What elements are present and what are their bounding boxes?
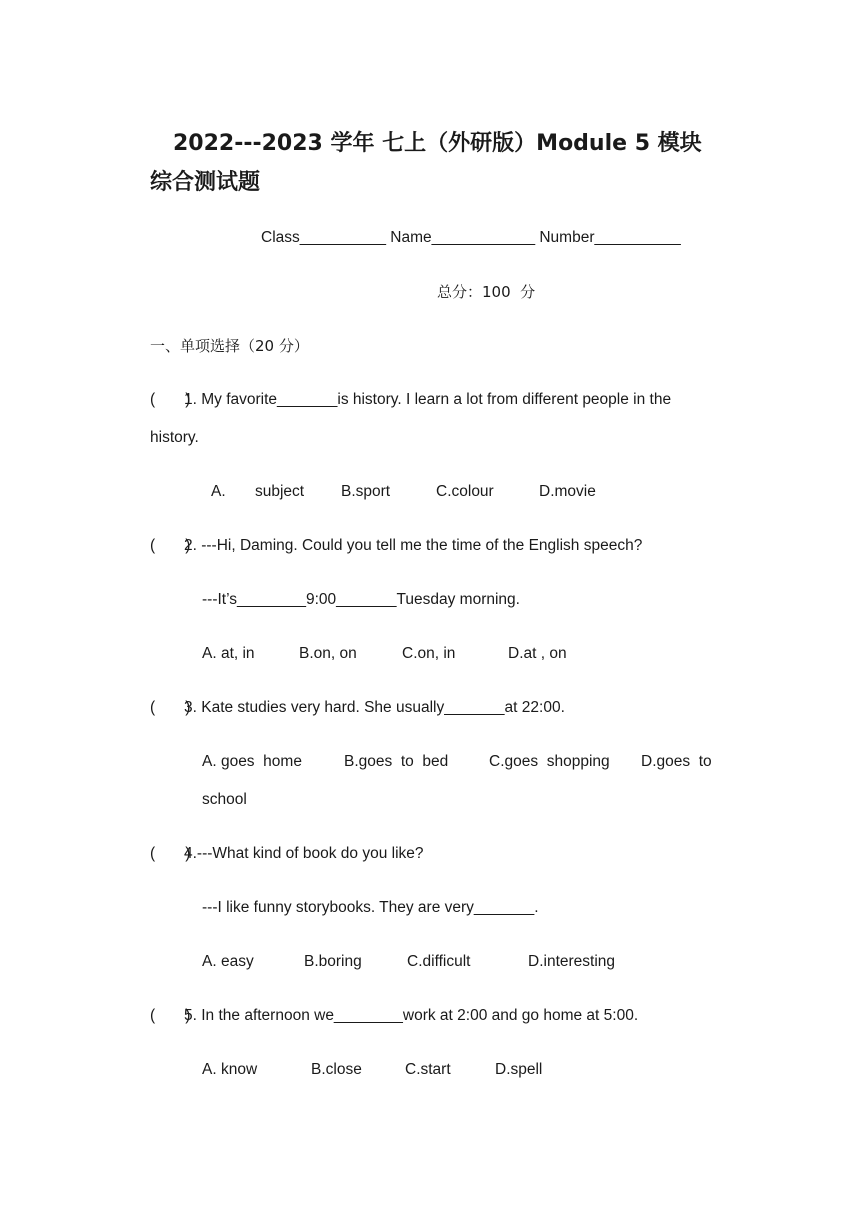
q4-option-a: A. easy	[202, 953, 254, 970]
q2-option-d: D.at , on	[508, 645, 567, 662]
q3-option-d: D.goes to	[641, 753, 712, 770]
q5-option-a: A. know	[202, 1061, 258, 1078]
question-4-stem: 4.---What kind of book do you like?	[184, 845, 424, 862]
answer-paren: ( )	[150, 699, 191, 716]
question-2-stem: 2. ---Hi, Daming. Could you tell me the time of the English speech?	[184, 537, 643, 554]
q3-option-c: C.goes shopping	[489, 753, 610, 770]
q5-option-c: C.start	[405, 1061, 451, 1078]
q1-option-c: C.colour	[436, 483, 494, 500]
question-1-stem: 1. My favorite_______is history. I learn a lot from different people in the	[184, 391, 672, 408]
section-heading: 一、单项选择（20 分）	[150, 337, 309, 355]
page-title: 2022---2023 学年 七上（外研版）Module 5 模块综合测试题	[150, 131, 702, 195]
q5-option-d: D.spell	[495, 1061, 543, 1078]
q2-option-c: C.on, in	[402, 645, 456, 662]
student-info-line: Class__________ Name____________ Number__________	[261, 229, 681, 246]
answer-paren: ( )	[150, 537, 191, 554]
answer-paren: ( )	[150, 391, 191, 408]
total-score: 总分：100 分	[437, 283, 536, 301]
q4-option-b: B.boring	[304, 953, 362, 970]
q4-option-c: C.difficult	[407, 953, 471, 970]
q1-option-a-label: A.	[211, 483, 226, 500]
q2-option-b: B.on, on	[299, 645, 357, 662]
answer-paren: ( )	[150, 1007, 191, 1024]
q4-option-d: D.interesting	[528, 953, 616, 970]
answer-paren: ( )	[150, 845, 191, 862]
q1-option-d: D.movie	[539, 483, 596, 500]
question-1-stem-cont: history.	[150, 429, 199, 446]
q1-option-b: B.sport	[341, 483, 391, 500]
question-3-stem: 3. Kate studies very hard. She usually_______at 22:00.	[184, 699, 565, 716]
question-5-stem: 5. In the afternoon we________work at 2:00 and go home at 5:00.	[184, 1007, 639, 1024]
q3-option-a: A. goes home	[202, 753, 302, 770]
question-2-stem-cont: ---It’s________9:00_______Tuesday morning.	[202, 591, 520, 608]
q5-option-b: B.close	[311, 1061, 362, 1078]
q3-option-b: B.goes to bed	[344, 753, 449, 770]
q1-option-a-text: subject	[255, 483, 305, 500]
q3-option-d-cont: school	[202, 791, 247, 808]
q2-option-a: A. at, in	[202, 645, 255, 662]
question-4-stem-cont: ---I like funny storybooks. They are very_______.	[202, 899, 539, 916]
